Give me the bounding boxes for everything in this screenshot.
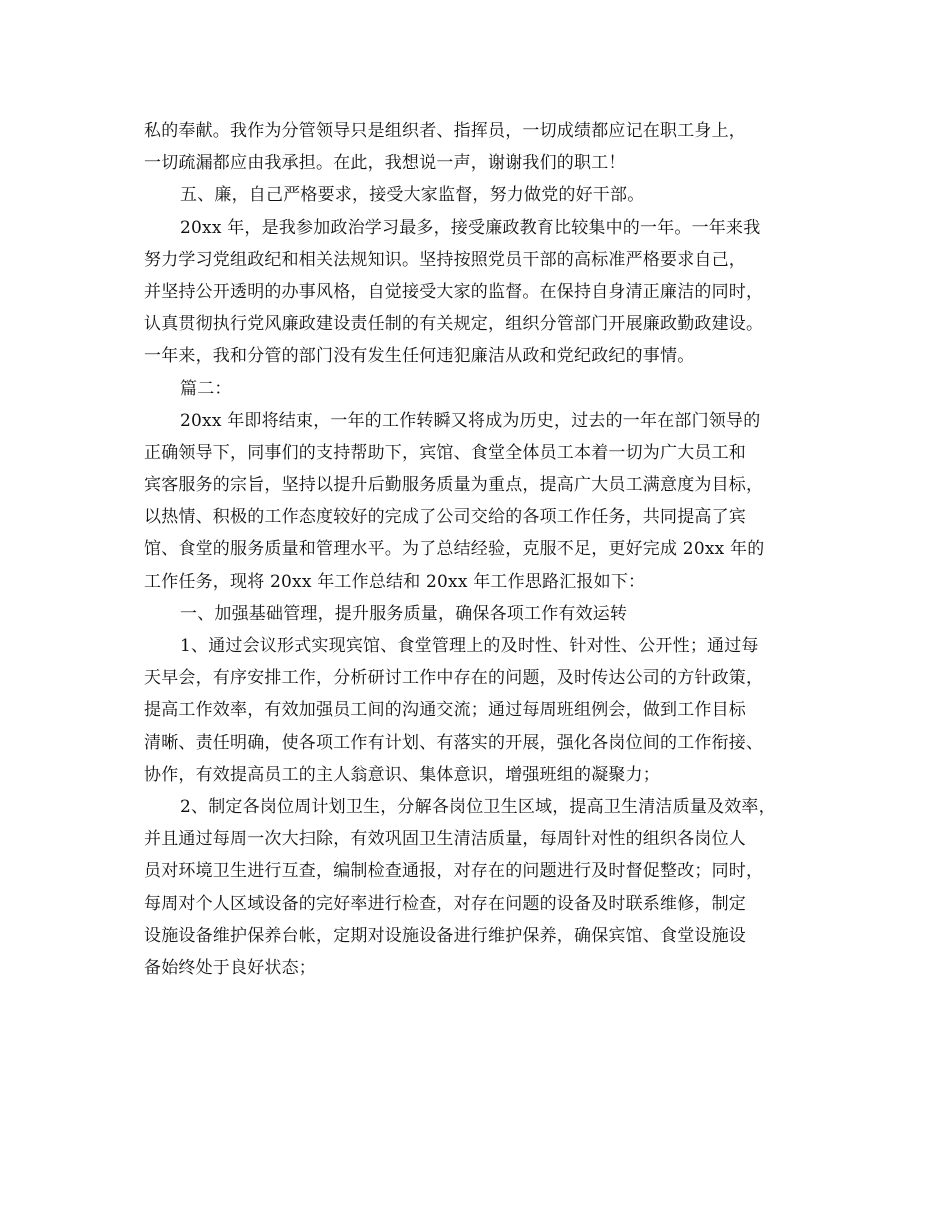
body-line: 天早会，有序安排工作，分析研讨工作中存在的问题，及时传达公司的方针政策， xyxy=(144,668,764,689)
body-line: 一切疏漏都应由我承担。在此，我想说一声，谢谢我们的职工！ xyxy=(144,153,626,174)
body-line: 每周对个人区域设备的完好率进行检查，对存在问题的设备及时联系维修，制定 xyxy=(144,893,746,914)
body-line: 以热情、积极的工作态度较好的完成了公司交给的各项工作任务，共同提高了宾 xyxy=(144,507,746,528)
section-heading: 五、廉，自己严格要求，接受大家监督，努力做党的好干部。 xyxy=(180,185,645,206)
body-line: 备始终处于良好状态； xyxy=(144,957,316,978)
body-line: 员对环境卫生进行互查，编制检查通报，对存在的问题进行及时督促整改；同时， xyxy=(144,861,764,882)
part-heading: 篇二： xyxy=(180,378,232,399)
body-line: 工作任务，现将 20xx 年工作总结和 20xx 年工作思路汇报如下： xyxy=(144,571,646,592)
body-line: 馆、食堂的服务质量和管理水平。为了总结经验，克服不足，更好完成 20xx 年的 xyxy=(144,539,765,560)
body-line: 协作，有效提高员工的主人翁意识、集体意识，增强班组的凝聚力； xyxy=(144,764,660,785)
body-line: 正确领导下，同事们的支持帮助下，宾馆、食堂全体员工本着一切为广大员工和 xyxy=(144,442,746,463)
body-line: 20xx 年即将结束，一年的工作转瞬又将成为历史，过去的一年在部门领导的 xyxy=(180,410,761,431)
section-heading: 一、加强基础管理，提升服务质量，确保各项工作有效运转 xyxy=(180,603,628,624)
body-line: 并坚持公开透明的办事风格，自觉接受大家的监督。在保持自身清正廉洁的同时， xyxy=(144,281,764,302)
body-line: 20xx 年，是我参加政治学习最多，接受廉政教育比较集中的一年。一年来我 xyxy=(180,217,761,238)
document-body xyxy=(144,115,824,984)
body-line: 1、通过会议形式实现宾馆、食堂管理上的及时性、针对性、公开性；通过每 xyxy=(180,636,759,656)
body-line: 一年来，我和分管的部门没有发生任何违犯廉洁从政和党纪政纪的事情。 xyxy=(144,346,695,367)
body-line: 设施设备维护保养台帐，定期对设施设备进行维护保养，确保宾馆、食堂设施设 xyxy=(144,925,746,946)
body-line: 努力学习党组政纪和相关法规知识。坚持按照党员干部的高标准严格要求自己， xyxy=(144,249,746,270)
body-line: 私的奉献。我作为分管领导只是组织者、指挥员，一切成绩都应记在职工身上， xyxy=(144,121,746,141)
body-line: 提高工作效率，有效加强员工间的沟通交流；通过每周班组例会，做到工作目标 xyxy=(144,700,746,721)
body-line: 并且通过每周一次大扫除，有效巩固卫生清洁质量，每周针对性的组织各岗位人 xyxy=(144,829,746,850)
body-line: 清晰、责任明确，使各项工作有计划、有落实的开展，强化各岗位间的工作衔接、 xyxy=(144,732,764,753)
body-line: 2、制定各岗位周计划卫生，分解各岗位卫生区域，提高卫生清洁质量及效率， xyxy=(180,796,776,817)
body-line: 认真贯彻执行党风廉政建设责任制的有关规定，组织分管部门开展廉政勤政建设。 xyxy=(144,314,764,335)
body-line: 宾客服务的宗旨，坚持以提升后勤服务质量为重点，提高广大员工满意度为目标， xyxy=(144,475,764,496)
